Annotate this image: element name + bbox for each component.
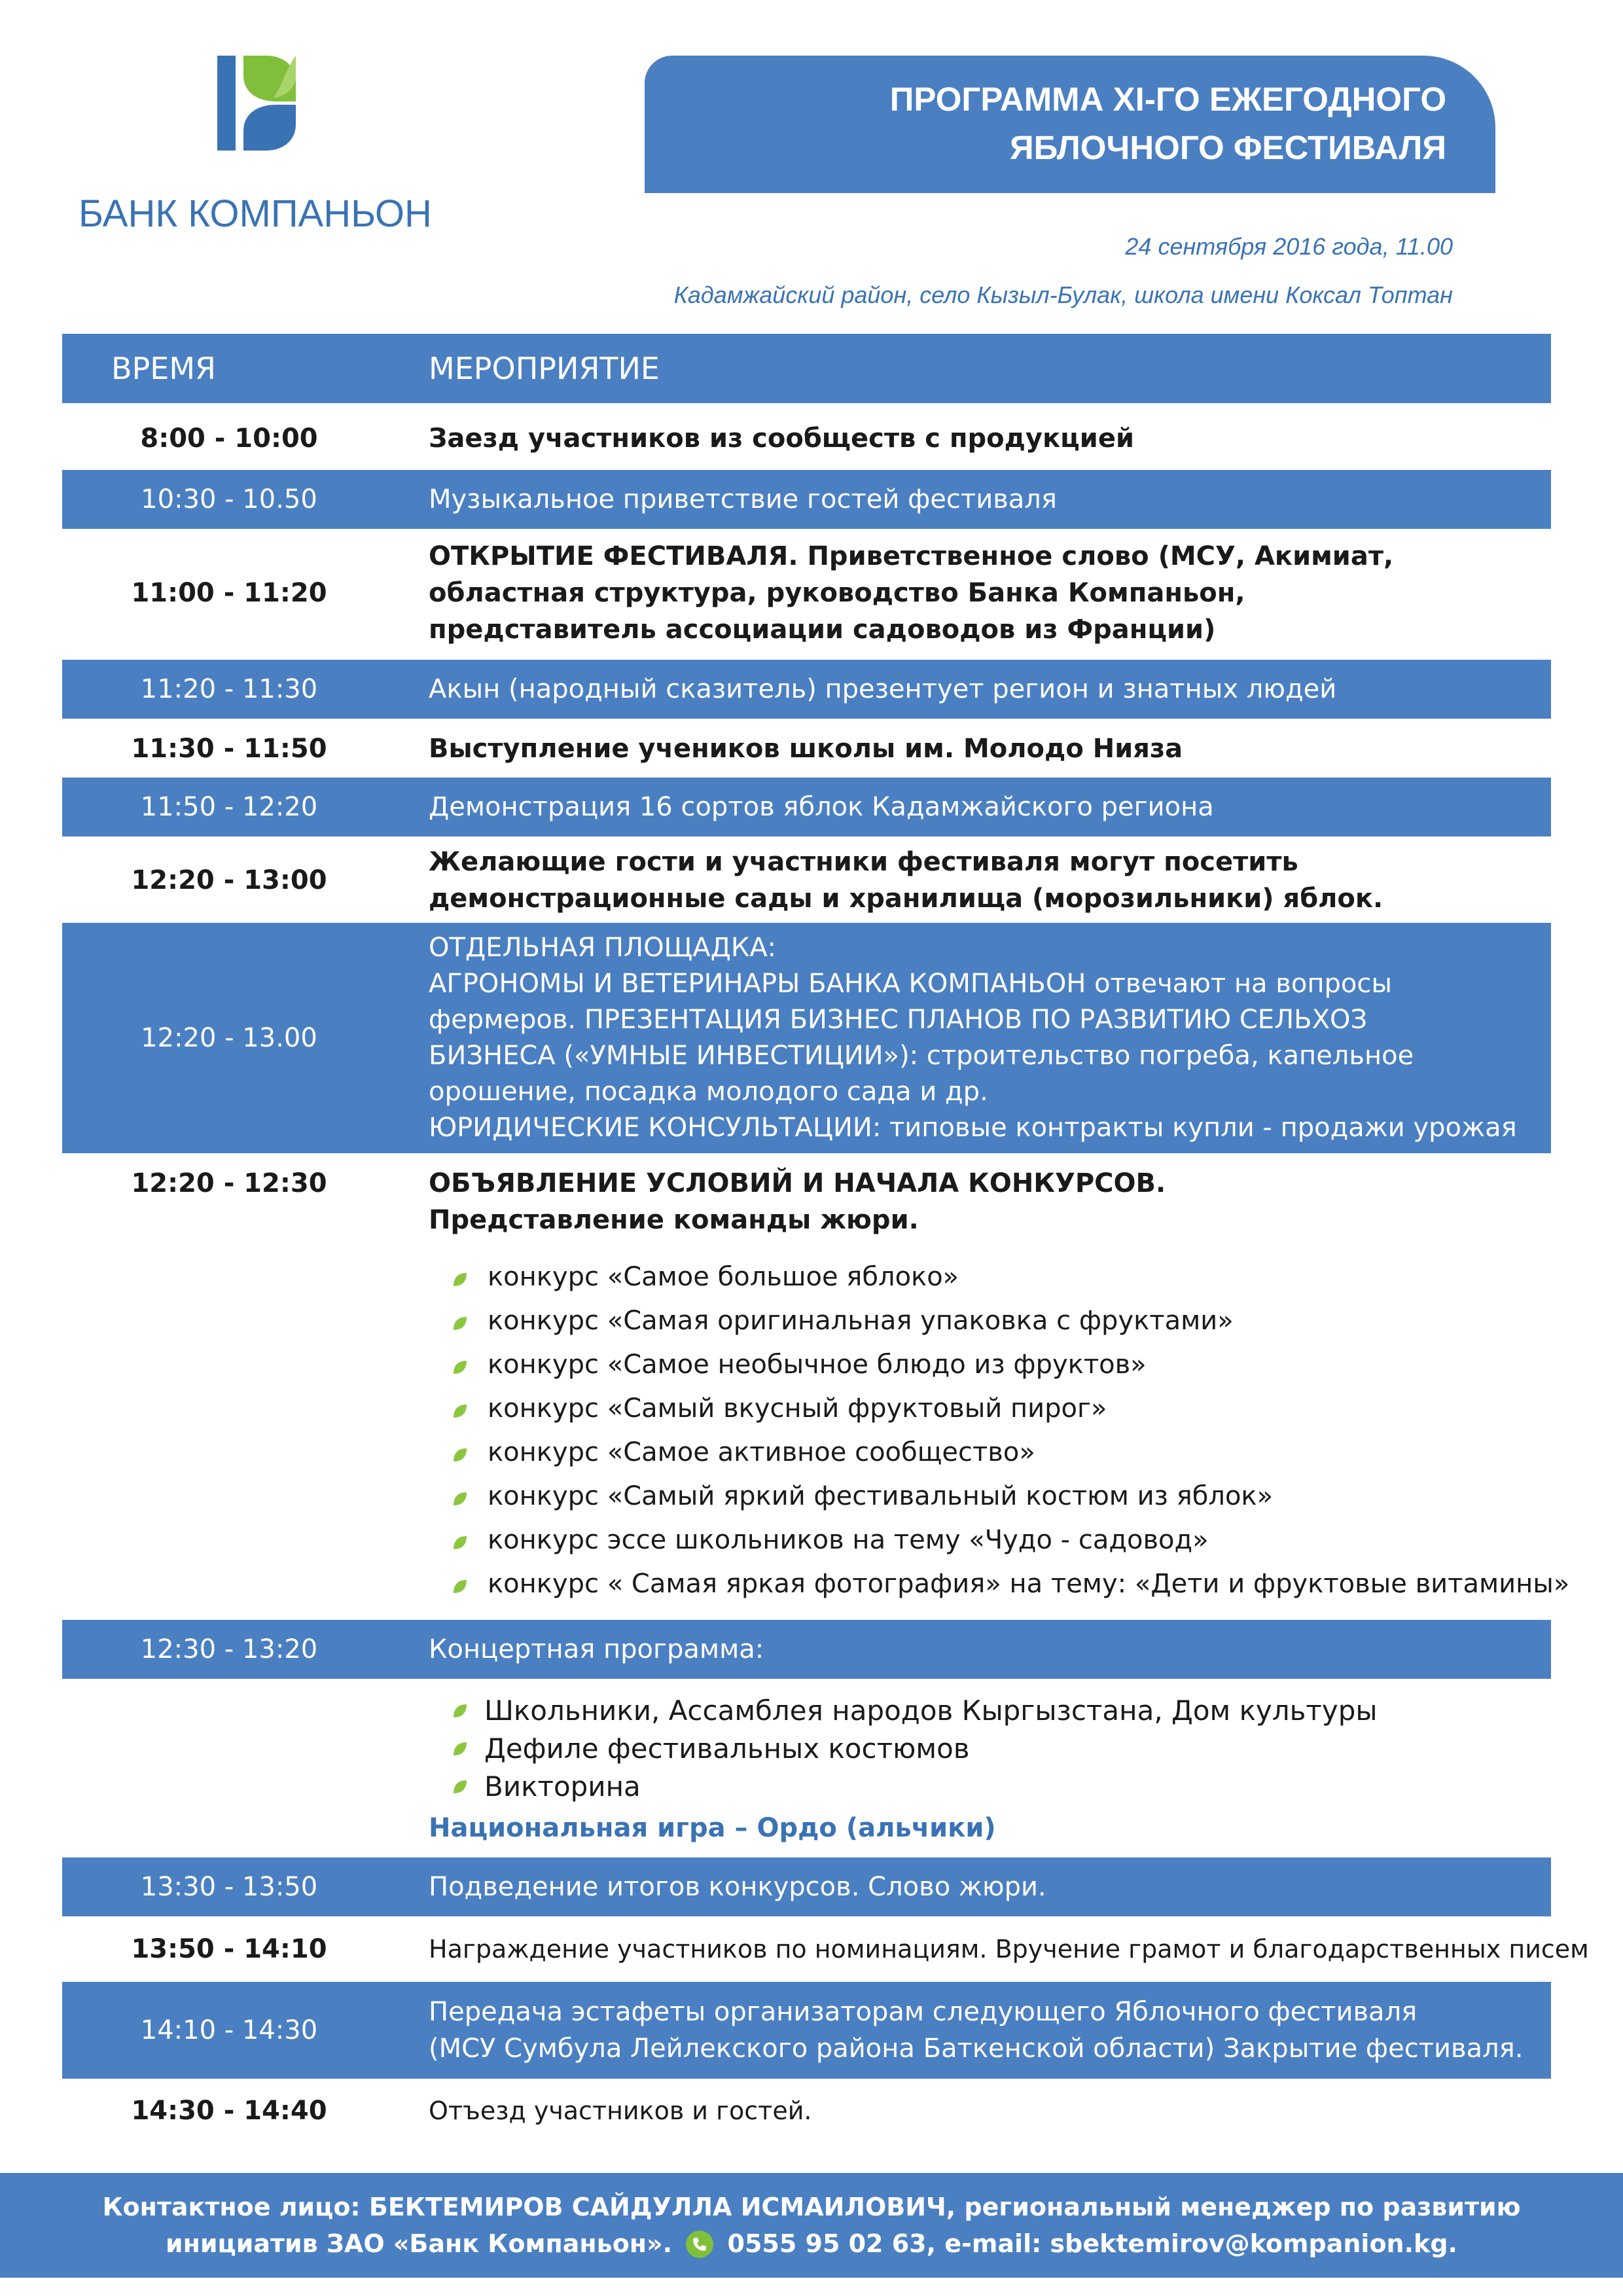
list-item: конкурс «Самый яркий фестивальный костюм из яблок» [452,1475,1569,1518]
row-event: Отъезд участников и гостей. [429,2096,812,2125]
row-time: 10:30 - 10.50 [141,484,317,514]
table-row [62,1919,1589,1979]
leaf-bullet-icon [452,1534,469,1551]
row-event: Передача эстафеты организаторам следующего Яблочного фестиваля (МСУ Сумбула Лейлекского района Баткенской области) Закрытие фестиваля. [429,1997,1524,2064]
row-time: 12:20 - 12:30 [131,1168,327,1198]
table-header [62,334,1551,403]
list-item: конкурс «Самая оригинальная упаковка с фруктами» [452,1299,1569,1343]
row-event: Заезд участников из сообществ с продукцией [429,423,1134,454]
leaf-bullet-icon [452,1490,469,1507]
leaf-bullet-icon [452,1271,469,1288]
bank-logo [79,56,438,239]
contact-footer [0,2173,1623,2278]
table-row [62,778,1551,836]
row-event: ОБЪЯВЛЕНИЕ УСЛОВИЙ И НАЧАЛА КОНКУРСОВ. Представление команды жюри. [429,1168,1166,1235]
list-item: конкурс « Самая яркая фотография» на тему: «Дети и фруктовые витамины» [452,1562,1569,1606]
event-meta [674,223,1453,319]
event-date: 24 сентября 2016 года, 11.00 [1125,233,1453,260]
leaf-bullet-icon [452,1315,469,1332]
bank-name: БАНК КОМПАНЬОН [79,192,432,235]
table-row [62,1857,1551,1916]
concert-list [452,1692,1378,1806]
leaf-bullet-icon [452,1778,469,1795]
table-row [62,409,1551,468]
program-title-line2: ЯБЛОЧНОГО ФЕСТИВАЛЯ [1009,129,1446,166]
row-event: ОТКРЫТИЕ ФЕСТИВАЛЯ. Приветственное слово (МСУ, Акимиат, областная структура, руководство Банка Компаньон, представитель ассоциации садоводов из Франции) [429,541,1394,645]
list-item: конкурс «Самый вкусный фруктовый пирог» [452,1387,1569,1431]
table-row [62,839,1551,922]
row-event: Концертная программа: [429,1634,764,1664]
phone-icon [686,2231,713,2258]
row-time: 14:10 - 14:30 [140,2015,318,2045]
leaf-bullet-icon [452,1578,469,1595]
leaf-bullet-icon [452,1702,469,1719]
list-item: Дефиле фестивальных костюмов [452,1730,1378,1768]
column-event-header: МЕРОПРИЯТИЕ [429,351,660,386]
leaf-bullet-icon [452,1403,469,1420]
list-item: конкурс эссе школьников на тему «Чудо - садовод» [452,1518,1569,1562]
list-item: конкурс «Самое большое яблоко» [452,1255,1569,1299]
row-event: Музыкальное приветствие гостей фестиваля [429,484,1057,514]
row-event: Демонстрация 16 сортов яблок Кадамжайского региона [429,792,1214,822]
table-row [62,1982,1551,2079]
national-game: Национальная игра – Ордо (альчики) [429,1813,996,1843]
table-row [62,1620,1551,1679]
row-time: 8:00 - 10:00 [140,423,318,454]
table-row [62,470,1551,529]
row-event: Акын (народный сказитель) презентует регион и знатных людей [429,674,1337,704]
row-time: 12:20 - 13:00 [131,865,327,895]
row-time: 13:50 - 14:10 [131,1934,327,1964]
list-item: конкурс «Самое необычное блюдо из фруктов» [452,1343,1569,1387]
row-time: 11:00 - 11:20 [131,578,327,608]
list-item: Викторина [452,1768,1378,1806]
row-time: 11:50 - 12:20 [140,792,318,822]
contact-line1: Контактное лицо: БЕКТЕМИРОВ САЙДУЛЛА ИСМАИЛОВИЧ, региональный менеджер по развитию [102,2193,1521,2221]
leaf-bullet-icon [452,1359,469,1376]
row-time: 12:30 - 13:20 [140,1634,318,1664]
contest-list [452,1255,1569,1606]
row-event: Награждение участников по номинациям. Вручение грамот и благодарственных писем [429,1935,1589,1964]
program-title [890,75,1446,172]
table-row [62,2081,1551,2140]
table-row [62,720,1551,778]
row-time: 13:30 - 13:50 [140,1872,318,1902]
leaf-bullet-icon [452,1740,469,1757]
list-item: конкурс «Самое активное сообщество» [452,1431,1569,1475]
column-time-header: ВРЕМЯ [111,351,217,386]
bank-logo-icon [217,56,296,151]
program-title-line1: ПРОГРАММА XI-ГО ЕЖЕГОДНОГО [889,81,1446,118]
event-location: Кадамжайский район, село Кызыл-Булак, школа имени Коксал Топтан [673,281,1453,308]
contact-line2: инициатив ЗАО «Банк Компаньон». 0555 95 02 63, e-mail: sbektemirov@kompanion.kg. [166,2229,1457,2258]
row-event: Подведение итогов конкурсов. Слово жюри. [429,1872,1046,1902]
row-time: 11:20 - 11:30 [140,674,318,704]
table-row [62,923,1551,1153]
leaf-bullet-icon [452,1446,469,1463]
table-row [62,1165,1551,1250]
list-item: Школьники, Ассамблея народов Кыргызстана, Дом культуры [452,1692,1378,1730]
table-row [62,531,1551,655]
row-event: Желающие гости и участники фестиваля могут посетить демонстрационные сады и хранилища (морозильники) яблок. [429,847,1383,914]
program-title-banner [645,56,1495,193]
table-row [62,660,1551,719]
row-time: 14:30 - 14:40 [131,2096,327,2126]
row-event: Выступление учеников школы им. Молодо Нияза [429,734,1183,764]
row-time: 12:20 - 13.00 [141,1023,317,1053]
row-event: ОТДЕЛЬНАЯ ПЛОЩАДКА: АГРОНОМЫ И ВЕТЕРИНАРЫ БАНКА КОМПАНЬОН отвечают на вопросы фермеров. ПРЕЗЕНТАЦИЯ БИЗНЕС ПЛАНОВ ПО РАЗВИТИЮ СЕЛЬХОЗ БИЗНЕСА («УМНЫЕ ИНВЕСТИЦИИ»): строительство погреба, капельное орошение, посадка молодого сада и др. ЮРИДИЧЕСКИЕ КОНСУЛЬТАЦИИ: типовые контракты купли - продажи урожая [429,933,1517,1143]
row-time: 11:30 - 11:50 [131,734,327,764]
